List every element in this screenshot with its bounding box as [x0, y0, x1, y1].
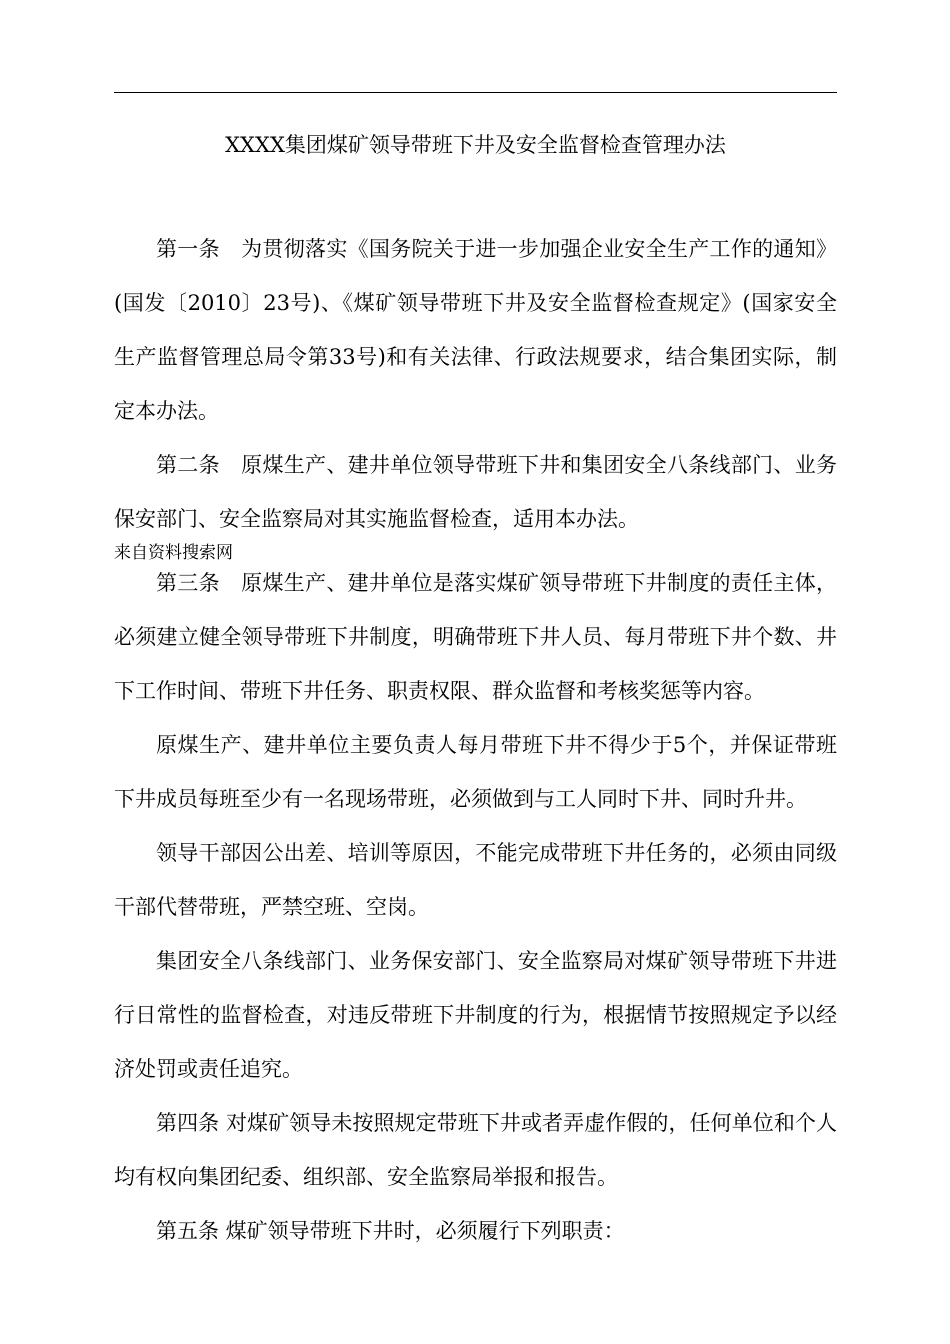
paragraph-article-3-clause-2: 原煤生产、建井单位主要负责人每月带班下井不得少于5个，并保证带班下井成员每班至少有一名现场带班，必须做到与工人同时下井、同时升井。: [114, 733, 837, 811]
header-rule: [114, 92, 837, 93]
source-watermark-text: 来自资料搜索网: [114, 543, 233, 563]
paragraph-article-3-clause-4: 集团安全八条线部门、业务保安部门、安全监察局对煤矿领导带班下井进行日常性的监督检查，对违反带班下井制度的行为，根据情节按照规定予以经济处罚或责任追究。: [114, 949, 837, 1081]
document-body: [114, 222, 837, 1258]
paragraph-article-5: 第五条 煤矿领导带班下井时，必须履行下列职责：: [156, 1219, 625, 1243]
document-title: XXXX集团煤矿领导带班下井及安全监督检查管理办法: [225, 133, 726, 157]
paragraph-article-1: 第一条 为贯彻落实《国务院关于进一步加强企业安全生产工作的通知》(国发〔2010〕23号)、《煤矿领导带班下井及安全监督检查规定》(国家安全生产监督管理总局令第33号)和有关法律、行政法规要求，结合集团实际，制定本办法。: [114, 237, 837, 423]
paragraph-article-3: 第三条 原煤生产、建井单位是落实煤矿领导带班下井制度的责任主体，必须建立健全领导带班下井制度，明确带班下井人员、每月带班下井个数、井下工作时间、带班下井任务、职责权限、群众监督和考核奖惩等内容。: [114, 571, 837, 703]
paragraph-article-3-clause-3: 领导干部因公出差、培训等原因，不能完成带班下井任务的，必须由同级干部代替带班，严禁空班、空岗。: [114, 841, 837, 919]
paragraph-article-4: 第四条 对煤矿领导未按照规定带班下井或者弄虚作假的，任何单位和个人均有权向集团纪委、组织部、安全监察局举报和报告。: [114, 1111, 837, 1189]
paragraph-article-2: 第二条 原煤生产、建井单位领导带班下井和集团安全八条线部门、业务保安部门、安全监察局对其实施监督检查，适用本办法。: [114, 453, 837, 531]
